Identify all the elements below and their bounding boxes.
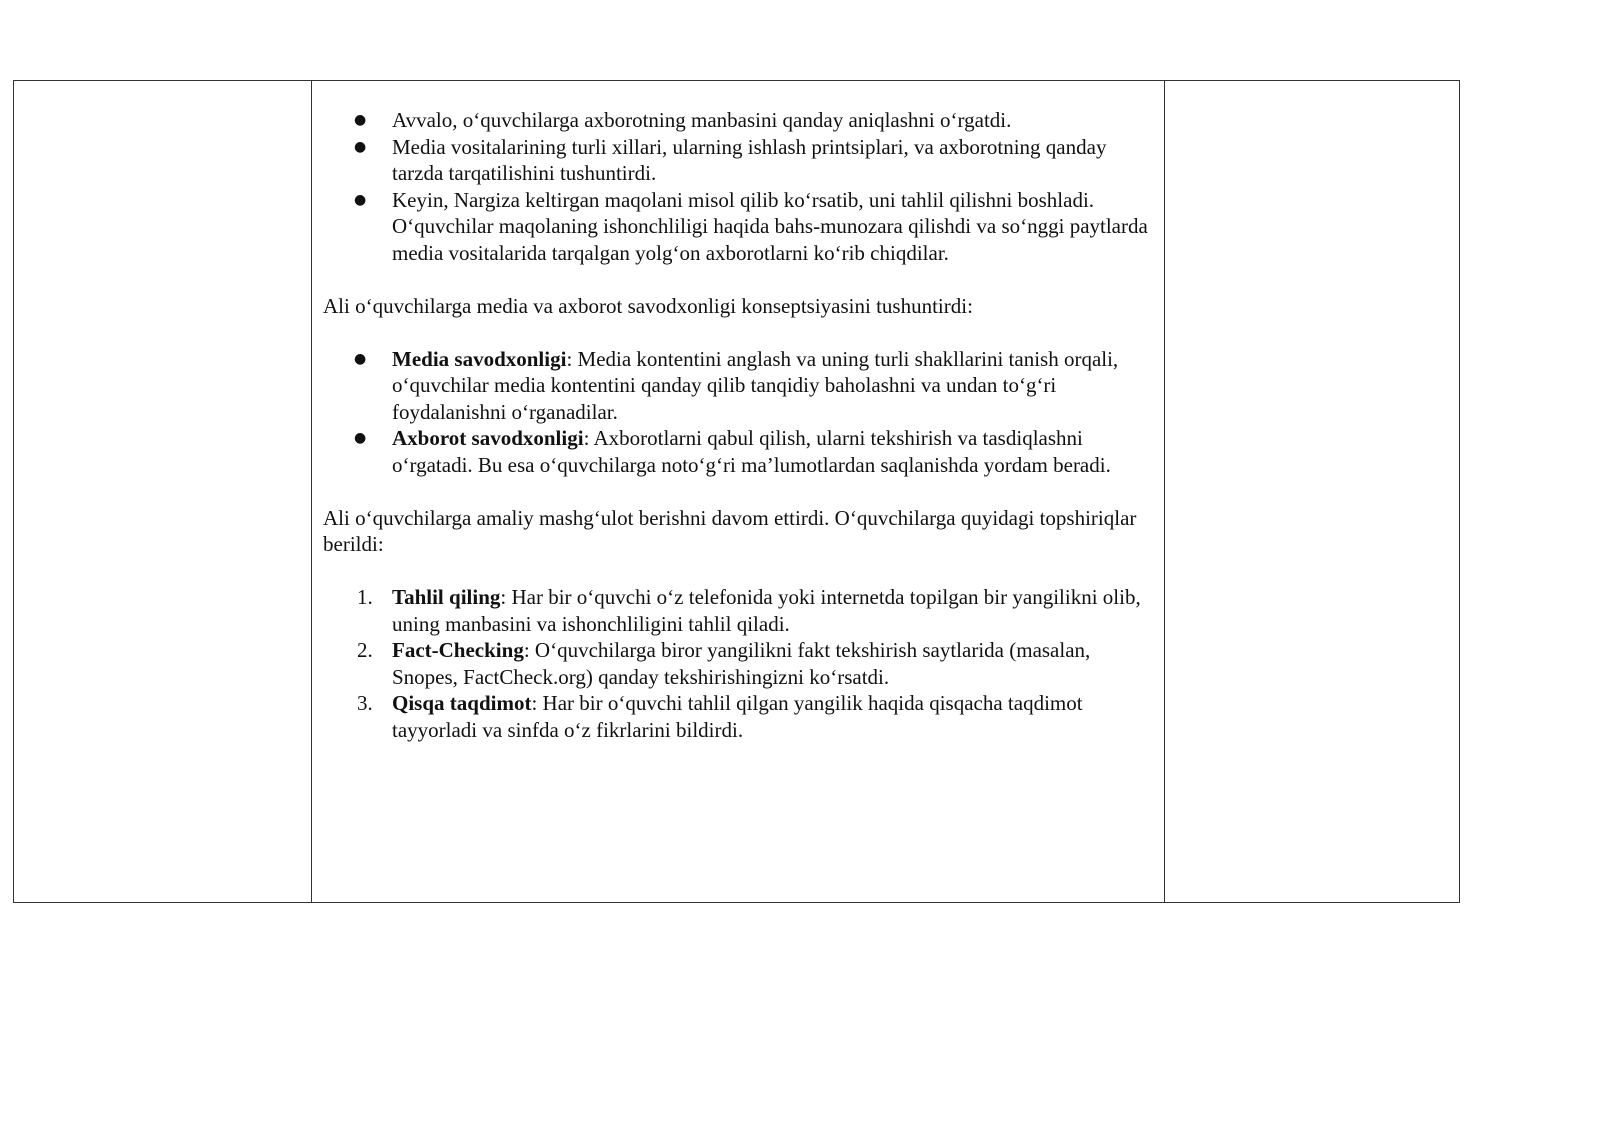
task-term: Fact-Checking bbox=[392, 638, 524, 662]
left-column-cell bbox=[14, 81, 312, 902]
task-text: : Har bir o‘quvchi o‘z telefonida yoki internetda topilgan bir yangilikni olib, uning manbasini va ishonchliligini tahlil qiladi. bbox=[392, 585, 1141, 636]
list-item bbox=[323, 346, 1152, 426]
bullet-icon: ● bbox=[354, 138, 367, 155]
task-text: : O‘quvchilarga biror yangilikni fakt tekshirish saytlarida (masalan, Snopes, FactCheck.org) qanday tekshirishingizni ko‘rsatdi. bbox=[392, 638, 1091, 689]
task-text: : Har bir o‘quvchi tahlil qilgan yangilik haqida qisqacha taqdimot tayyorladi va sinfda o‘z fikrlarini bildirdi. bbox=[392, 691, 1083, 742]
task-term: Tahlil qiling bbox=[392, 585, 501, 609]
task-term: Qisqa taqdimot bbox=[392, 691, 532, 715]
bullet-icon: ● bbox=[354, 430, 367, 446]
list-number: 3. bbox=[357, 691, 373, 715]
bullet-icon: ● bbox=[354, 191, 367, 208]
list-number: 1. bbox=[357, 585, 373, 609]
list-item: ● Media vositalarining turli xillari, ularning ishlash printsiplari, va axborotning qanday tarzda tarqatilishini tushuntirdi. bbox=[354, 134, 1107, 185]
list-item bbox=[323, 584, 1152, 637]
concept-bullet-list bbox=[323, 346, 1152, 479]
concept-intro-paragraph: Ali o‘quvchilarga media va axborot savodxonligi konseptsiyasini tushuntirdi: bbox=[323, 293, 973, 318]
content-column-cell bbox=[312, 81, 1165, 902]
list-item bbox=[323, 425, 1152, 478]
intro-bullet-list bbox=[323, 107, 1152, 266]
bullet-icon: ● bbox=[354, 350, 367, 367]
tasks-intro-paragraph: Ali o‘quvchilarga amaliy mashg‘ulot berishni davom ettirdi. O‘quvchilarga quyidagi topshiriqlar berildi: bbox=[323, 505, 1137, 556]
right-column-cell bbox=[1165, 81, 1459, 902]
bullet-icon: ● bbox=[354, 112, 367, 128]
list-item bbox=[323, 690, 1152, 743]
concept-term: Axborot savodxonligi bbox=[392, 426, 584, 450]
list-item: ● Keyin, Nargiza keltirgan maqolani misol qilib ko‘rsatib, uni tahlil qilishni boshladi. O‘quvchilar maqolaning ishonchliligi haqida bahs-munozara qilishdi va so‘nggi paytlarda media vositalarida tarqalgan yolg‘on axborotlarni ko‘rib chiqdilar. bbox=[354, 187, 1148, 265]
concept-text: : Media kontentini anglash va uning turli shakllarini tanish orqali, o‘quvchilar media kontentini qanday qilib tanqidiy baholashni va undan to‘g‘ri foydalanishni o‘rganadilar. bbox=[392, 346, 1119, 424]
list-item bbox=[323, 637, 1152, 690]
list-number: 2. bbox=[357, 638, 373, 662]
tasks-numbered-list bbox=[323, 584, 1152, 743]
lesson-table bbox=[13, 80, 1460, 903]
concept-term: Media savodxonligi bbox=[392, 346, 567, 371]
concept-text: : Axborotlarni qabul qilish, ularni tekshirish va tasdiqlashni o‘rgatadi. Bu esa o‘quvchilarga noto‘g‘ri ma’lumotlardan saqlanishda yordam beradi. bbox=[392, 426, 1111, 477]
list-item: ● Avvalo, o‘quvchilarga axborotning manbasini qanday aniqlashni o‘rgatdi. bbox=[354, 108, 1012, 132]
